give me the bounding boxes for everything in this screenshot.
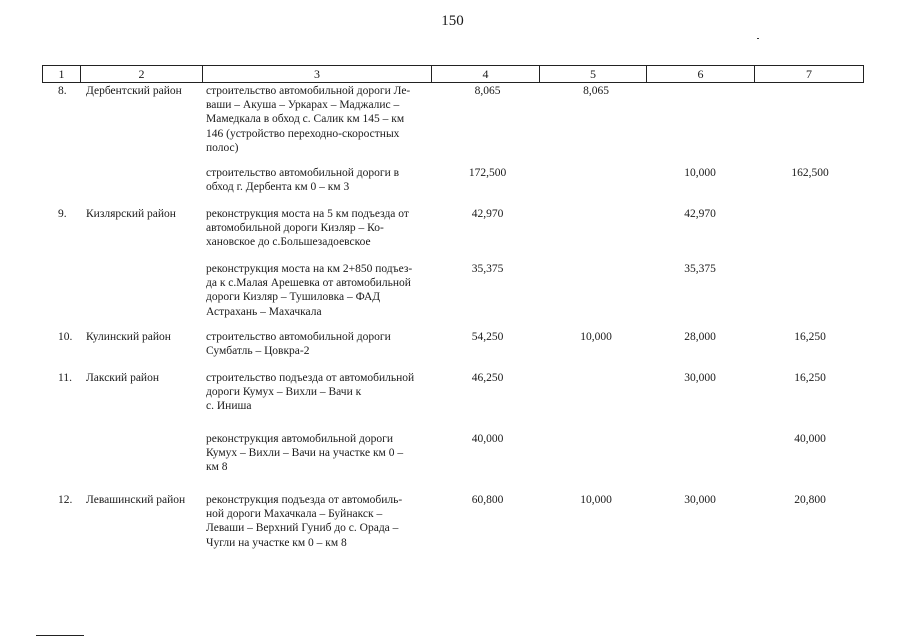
value-col-6: 30,000 (684, 494, 716, 506)
project-description: реконструкция подъезда от автомобиль- ной дороги Махачкала – Буйнакск – Леваши – Верхний Гуниб до с. Орада – Чугли на участке км 0 – км 8 (206, 494, 403, 549)
total-value: 35,375 (471, 263, 504, 275)
row-number: 12. (58, 494, 73, 506)
value-col-5: 10,000 (580, 494, 612, 506)
header-col-1: 1 (42, 66, 80, 82)
total-value: 8,065 (474, 85, 501, 97)
value-col-7: 16,250 (794, 372, 826, 384)
scan-speck (757, 38, 759, 39)
total-value: 54,250 (471, 331, 504, 343)
footnote-divider (36, 635, 84, 636)
value-col-6: 10,000 (684, 167, 716, 179)
value-col-6: 35,375 (684, 263, 716, 275)
value-col-5: 8,065 (583, 85, 609, 97)
project-description: строительство автомобильной дороги Сумбатль – Цовкра-2 (206, 331, 391, 358)
value-col-6: 42,970 (684, 208, 716, 220)
project-description: реконструкция моста на 5 км подъезда от автомобильной дороги Кизляр – Ко- хановское до с.Большезадоевское (206, 208, 409, 249)
header-col-4: 4 (431, 66, 539, 82)
table-header (42, 65, 864, 83)
row-number: 11. (58, 372, 72, 384)
project-description: строительство подъезда от автомобильной дороги Кумух – Вихли – Вачи к с. Иниша (206, 372, 415, 413)
total-value: 40,000 (471, 433, 504, 445)
value-col-7: 162,500 (791, 167, 829, 179)
district-name: Кулинский район (86, 331, 171, 343)
value-col-7: 20,800 (794, 494, 826, 506)
total-value: 46,250 (471, 372, 504, 384)
project-description: строительство автомобильной дороги Ле- ваши – Акуша – Уркарах – Маджалис – Мамедкала в обход с. Салик км 145 – км 146 (устройство переходно-скоростных полос) (206, 85, 411, 154)
value-col-6: 30,000 (684, 372, 716, 384)
header-col-7: 7 (754, 66, 864, 82)
page-number: 150 (441, 13, 464, 29)
district-name: Лакский район (86, 372, 159, 384)
total-value: 172,500 (468, 167, 507, 179)
district-name: Дербентский район (86, 85, 182, 97)
district-name: Левашинский район (86, 494, 186, 506)
value-col-7: 16,250 (794, 331, 826, 343)
row-number: 10. (58, 331, 73, 343)
project-description: реконструкция моста на км 2+850 подъез- да к с.Малая Арешевка от автомобильной дороги Кизляр – Тушиловка – ФАД Астрахань – Махачкала (206, 263, 413, 318)
project-description: реконструкция автомобильной дороги Кумух – Вихли – Вачи на участке км 0 – км 8 (206, 433, 404, 474)
total-value: 42,970 (471, 208, 504, 220)
value-col-5: 10,000 (580, 331, 612, 343)
total-value: 60,800 (471, 494, 504, 506)
header-col-6: 6 (646, 66, 754, 82)
header-col-5: 5 (539, 66, 646, 82)
row-number: 9. (58, 208, 67, 220)
district-name: Кизлярский район (86, 208, 176, 220)
project-description: строительство автомобильной дороги в обход г. Дербента км 0 – км 3 (206, 167, 400, 194)
header-col-3: 3 (202, 66, 431, 82)
header-col-2: 2 (80, 66, 202, 82)
value-col-6: 28,000 (684, 331, 716, 343)
value-col-7: 40,000 (794, 433, 826, 445)
row-number: 8. (58, 85, 67, 97)
